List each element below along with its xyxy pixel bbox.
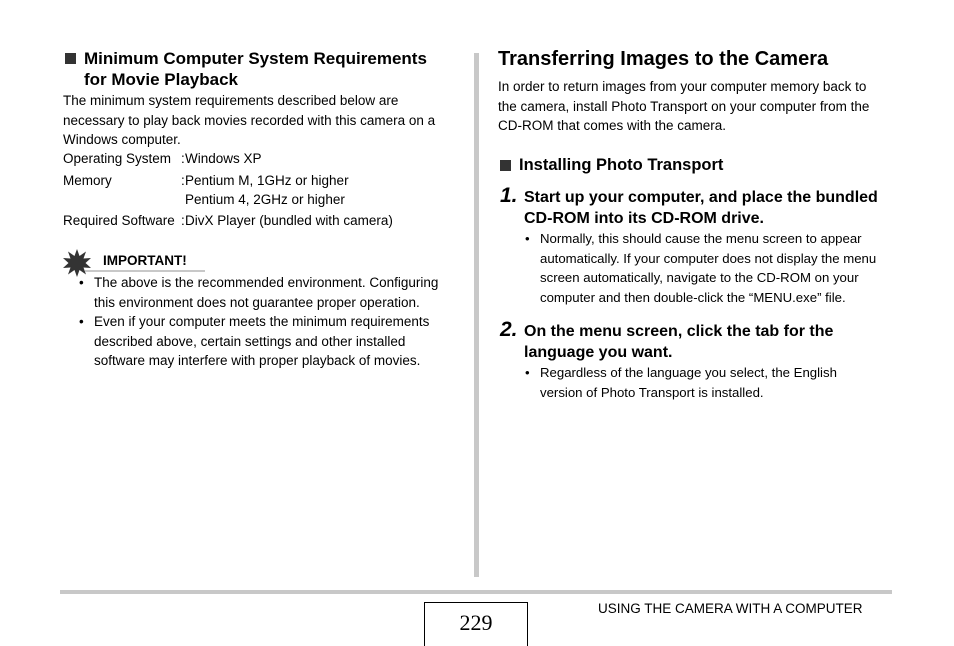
right-intro <box>498 77 869 136</box>
square-bullet-icon <box>500 160 511 171</box>
bullet-icon: • <box>79 275 84 290</box>
page-number: 229 <box>459 610 493 635</box>
bullet-line: Even if your computer meets the minimum requirements <box>94 314 430 330</box>
left-heading-line1: Minimum Computer System Requirements <box>84 49 427 68</box>
list-item <box>78 273 463 312</box>
important-underline <box>85 270 205 272</box>
subheading-text: Installing Photo Transport <box>519 156 724 174</box>
spec-colon: : <box>181 213 185 228</box>
subheading <box>498 155 723 176</box>
spec-label: Required Software <box>63 213 175 228</box>
left-intro-line: The minimum system requirements described below are <box>63 93 399 108</box>
bullet-line: version of Photo Transport is installed. <box>540 384 764 400</box>
bullet-line: described above, certain settings and other installed <box>94 333 406 349</box>
spec-label: Memory <box>63 173 112 188</box>
list-item <box>524 363 904 402</box>
spec-value: Windows XP <box>185 151 262 166</box>
page-title: Transferring Images to the Camera <box>498 48 829 70</box>
left-intro-line: Windows computer. <box>63 132 181 148</box>
left-intro <box>63 91 435 150</box>
step-1-text <box>524 187 878 229</box>
left-heading <box>63 48 427 90</box>
step-2-bullets <box>524 363 904 402</box>
column-divider <box>474 53 479 577</box>
step-1-bullets <box>524 229 904 307</box>
step-number: 1. <box>500 184 518 207</box>
step-2-text <box>524 321 833 363</box>
footer-section-title: USING THE CAMERA WITH A COMPUTER <box>598 601 863 616</box>
footer-rule <box>60 590 892 594</box>
left-intro-line: necessary to play back movies recorded with this camera on a <box>63 112 436 128</box>
bullet-line: Normally, this should cause the menu screen to appear <box>540 231 862 246</box>
spec-value: Pentium 4, 2GHz or higher <box>185 192 345 207</box>
page-number-box <box>424 602 528 646</box>
bullet-line: Regardless of the language you select, the English <box>540 365 837 380</box>
bullet-icon: • <box>525 365 530 380</box>
important-label: IMPORTANT! <box>103 253 187 268</box>
spec-colon: : <box>181 151 185 166</box>
spec-value: DivX Player (bundled with camera) <box>185 213 393 228</box>
square-bullet-icon <box>65 53 76 64</box>
bullet-line: computer and then double-click the “MENU.exe” file. <box>540 289 846 305</box>
bullet-icon: • <box>525 231 530 246</box>
bullet-line: automatically. If your computer does not display the menu <box>540 250 877 266</box>
spec-label: Operating System <box>63 151 172 166</box>
bullet-line: this environment does not guarantee proper operation. <box>94 294 420 310</box>
right-intro-line: the camera, install Photo Transport on your computer from the <box>498 98 870 114</box>
spec-value: Pentium M, 1GHz or higher <box>185 173 349 188</box>
bullet-line: The above is the recommended environment. Configuring <box>94 275 439 290</box>
right-intro-line: In order to return images from your computer memory back to <box>498 79 867 94</box>
list-item <box>78 312 463 371</box>
bullet-line: screen automatically, navigate to the CD-ROM on your <box>540 270 859 286</box>
step-line: Start up your computer, and place the bundled <box>524 189 878 206</box>
step-line: CD-ROM into its CD-ROM drive. <box>524 210 764 227</box>
right-intro-line: CD-ROM that comes with the camera. <box>498 118 727 134</box>
bullet-line: software may interfere with proper playback of movies. <box>94 353 421 369</box>
step-number: 2. <box>500 318 518 341</box>
list-item <box>524 229 904 307</box>
left-heading-line2: for Movie Playback <box>84 70 239 89</box>
bullet-icon: • <box>79 314 84 330</box>
important-bullets <box>78 273 463 371</box>
step-line: language you want. <box>524 344 673 361</box>
spec-colon: : <box>181 173 185 188</box>
step-line: On the menu screen, click the tab for the <box>524 323 834 340</box>
